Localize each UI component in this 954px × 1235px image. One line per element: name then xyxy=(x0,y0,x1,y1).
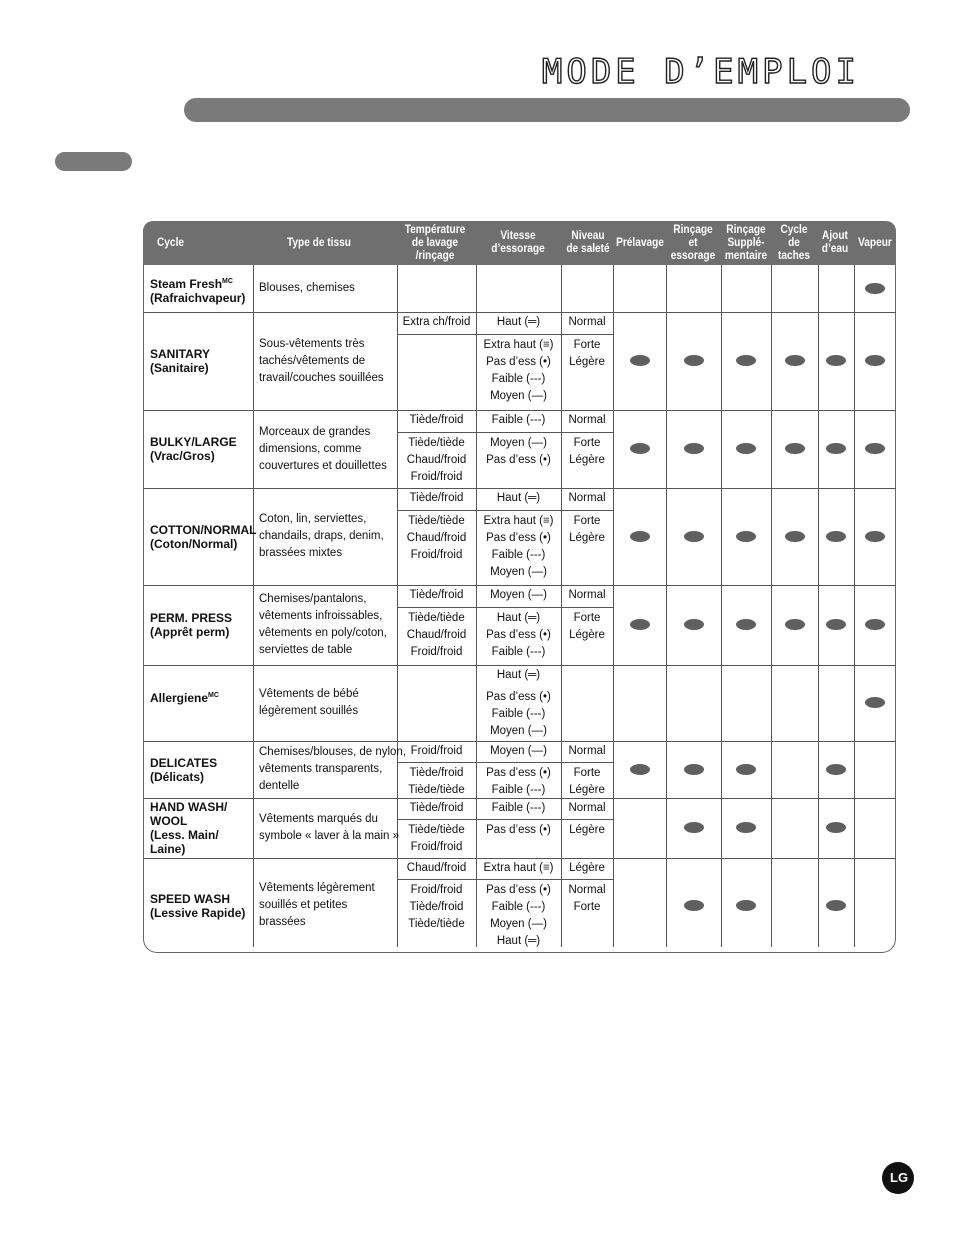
soil-text: Forte xyxy=(573,339,601,351)
option-available-icon xyxy=(785,355,805,366)
cycle-sub-label: (Coton/Normal) xyxy=(150,536,238,551)
soil-text: Normal xyxy=(568,589,606,601)
spin-text: Pas d’ess (•) xyxy=(486,691,551,703)
fabric-text: Sous-vêtements très xyxy=(259,337,365,350)
fabric-text: dentelle xyxy=(259,780,300,792)
subrow-divider xyxy=(397,607,613,608)
subrow-divider xyxy=(397,334,613,335)
cycle-extra-label: (Less. Main/ xyxy=(150,828,219,842)
option-available-icon xyxy=(630,443,650,454)
temp-text: Tiède/tiède xyxy=(408,437,465,449)
spin-text: Pas d’ess (•) xyxy=(486,532,551,544)
cycle-name xyxy=(150,435,237,463)
temp-text: Froid/froid xyxy=(410,549,463,561)
cycle-extra-label: Laine) xyxy=(150,842,186,856)
spin-text: Moyen (—) xyxy=(490,437,547,449)
cycle-sub-label: (Délicats) xyxy=(150,769,205,784)
fabric-text: Vêtements légèrement xyxy=(259,882,375,894)
temp-text: Chaud/froid xyxy=(406,629,467,641)
temp-text: Tiède/tiède xyxy=(408,612,465,624)
spin-text: Faible (---) xyxy=(491,414,546,426)
temp-text: Tiède/froid xyxy=(409,589,464,601)
row-divider xyxy=(143,488,896,489)
col-header-rinse-spin: Rinçage et essorage xyxy=(670,223,716,262)
cycle-sub-label: WOOL xyxy=(150,814,188,828)
temp-text: Froid/froid xyxy=(410,471,463,483)
temp-text: Tiède/tiède xyxy=(408,515,465,527)
soil-text: Légère xyxy=(569,532,605,544)
row-divider xyxy=(143,410,896,411)
cycle-name xyxy=(150,611,232,639)
option-available-icon xyxy=(785,619,805,630)
page-title: MODE D’EMPLOI xyxy=(541,52,860,92)
table-header xyxy=(143,221,896,265)
cycle-main-label: Steam Fresh xyxy=(150,276,223,291)
spin-text: Moyen (—) xyxy=(490,918,547,930)
fabric-text: couvertures et douillettes xyxy=(259,459,387,472)
temp-text: Chaud/froid xyxy=(406,532,467,544)
option-available-icon xyxy=(736,531,756,542)
soil-text: Légère xyxy=(569,784,605,796)
soil-text: Forte xyxy=(573,767,601,779)
option-available-icon xyxy=(684,443,704,454)
soil-text: Forte xyxy=(573,437,601,449)
subrow-divider xyxy=(397,432,613,433)
cycle-sub-label: (Sanitaire) xyxy=(150,361,209,375)
lg-logo-icon: LG xyxy=(882,1162,914,1194)
spin-text: Haut (═) xyxy=(496,668,541,681)
soil-text: Légère xyxy=(569,824,605,836)
col-header-cycle: Cycle xyxy=(157,236,185,249)
temp-text: Chaud/froid xyxy=(406,861,467,874)
col-divider xyxy=(854,265,855,947)
spin-text: Faible (---) xyxy=(491,784,546,796)
fabric-text: chandails, draps, denim, xyxy=(259,530,384,542)
option-available-icon xyxy=(684,822,704,833)
section-pill xyxy=(55,152,132,171)
soil-text: Forte xyxy=(573,612,601,624)
cycle-sub-label: (Apprêt perm) xyxy=(150,625,230,639)
option-available-icon xyxy=(826,822,846,833)
cycle-name xyxy=(150,275,245,305)
soil-text: Normal xyxy=(568,414,606,426)
soil-text: Normal xyxy=(568,744,606,757)
spin-text: Pas d’ess (•) xyxy=(486,356,551,368)
soil-text: Légère xyxy=(569,356,605,368)
fabric-text: vêtements en poly/coton, xyxy=(259,627,387,639)
fabric-text: vêtements transparents, xyxy=(259,763,383,775)
option-available-icon xyxy=(785,443,805,454)
fabric-text: Blouses, chemises xyxy=(259,282,355,294)
temp-text: Tiède/froid xyxy=(409,414,464,426)
fabric-text: souillés et petites xyxy=(259,899,348,911)
option-available-icon xyxy=(826,764,846,775)
spin-text: Haut (═) xyxy=(496,316,541,328)
fabric-text: légèrement souillés xyxy=(259,705,359,717)
header-bar xyxy=(184,98,910,122)
cycle-name xyxy=(150,756,217,784)
option-available-icon xyxy=(684,355,704,366)
temp-text: Froid/froid xyxy=(410,646,463,658)
option-available-icon xyxy=(865,531,885,542)
fabric-text: dimensions, comme xyxy=(259,442,362,455)
option-available-icon xyxy=(630,764,650,775)
option-available-icon xyxy=(826,443,846,454)
fabric-text: serviettes de table xyxy=(259,644,353,656)
cycle-name xyxy=(150,892,245,920)
option-available-icon xyxy=(630,355,650,366)
cycle-main-label: HAND WASH/ xyxy=(150,800,228,814)
option-available-icon xyxy=(684,764,704,775)
fabric-text: Vêtements marqués du xyxy=(259,813,378,825)
temp-text: Tiède/tiède xyxy=(408,784,465,796)
spin-text: Pas d’ess (•) xyxy=(486,454,551,466)
fabric-text: tachés/vêtements de xyxy=(259,354,366,367)
cycle-main-label: COTTON/NORMAL xyxy=(150,522,257,537)
subrow-divider xyxy=(397,819,613,820)
spin-text: Faible (---) xyxy=(491,708,546,720)
col-header-extra-rinse: Rinçage Supplé-mentaire xyxy=(724,223,768,262)
trademark-mark: MC xyxy=(222,277,233,285)
option-available-icon xyxy=(736,764,756,775)
option-available-icon xyxy=(684,900,704,911)
soil-text: Légère xyxy=(569,629,605,641)
col-divider xyxy=(613,265,614,947)
temp-text: Froid/froid xyxy=(410,884,463,896)
cycle-main-label: SANITARY xyxy=(150,347,210,361)
temp-text: Tiède/tiède xyxy=(408,824,465,836)
temp-text: Tiède/tiède xyxy=(408,918,465,930)
spin-text: Pas d’ess (•) xyxy=(486,884,551,896)
subrow-divider xyxy=(397,510,613,511)
temp-text: Tiède/froid xyxy=(409,492,464,504)
soil-text: Forte xyxy=(573,901,601,913)
col-divider xyxy=(666,265,667,947)
cycle-main-label: BULKY/LARGE xyxy=(150,435,237,449)
spin-text: Moyen (—) xyxy=(490,566,547,578)
cycle-main-label: PERM. PRESS xyxy=(150,611,233,625)
option-available-icon xyxy=(630,619,650,630)
fabric-text: Morceaux de grandes xyxy=(259,425,371,438)
cycle-sub-label: (Rafraichvapeur) xyxy=(150,290,246,305)
col-header-stain: Cycle de taches xyxy=(777,223,811,262)
cycle-name xyxy=(150,689,219,705)
spin-text: Haut (═) xyxy=(496,612,541,624)
spin-text: Moyen (—) xyxy=(490,725,547,737)
option-available-icon xyxy=(736,900,756,911)
option-available-icon xyxy=(736,619,756,630)
soil-text: Normal xyxy=(568,801,606,814)
spin-text: Faible (---) xyxy=(491,901,546,913)
col-header-steam: Vapeur xyxy=(858,236,892,249)
fabric-text: brassées mixtes xyxy=(259,547,343,559)
option-available-icon xyxy=(865,443,885,454)
fabric-text: Vêtements de bébé xyxy=(259,688,359,700)
cycle-main-label: DELICATES xyxy=(150,755,218,770)
option-available-icon xyxy=(826,531,846,542)
soil-text: Normal xyxy=(568,492,606,504)
option-available-icon xyxy=(736,355,756,366)
spin-text: Pas d’ess (•) xyxy=(486,824,551,836)
fabric-text: vêtements infroissables, xyxy=(259,610,383,622)
fabric-text: Coton, lin, serviettes, xyxy=(259,513,367,525)
option-available-icon xyxy=(684,531,704,542)
soil-text: Légère xyxy=(569,454,605,466)
option-available-icon xyxy=(630,531,650,542)
option-available-icon xyxy=(826,355,846,366)
option-available-icon xyxy=(865,283,885,294)
spin-text: Moyen (—) xyxy=(490,744,547,757)
temp-text: Froid/froid xyxy=(410,841,463,853)
fabric-text: Chemises/pantalons, xyxy=(259,593,367,605)
col-header-prewash: Prélavage xyxy=(616,236,664,249)
col-header-add-water: Ajout d’eau xyxy=(821,230,849,255)
fabric-text: travail/couches souillées xyxy=(259,371,384,384)
cycle-name xyxy=(150,523,256,551)
fabric-text: Chemises/blouses, de nylon, xyxy=(259,746,407,758)
fabric-text: symbole « laver à la main » xyxy=(259,830,399,842)
option-available-icon xyxy=(865,355,885,366)
temp-text: Tiède/froid xyxy=(409,767,464,779)
spin-text: Pas d’ess (•) xyxy=(486,629,551,641)
cycle-name xyxy=(150,800,227,856)
soil-text: Légère xyxy=(569,861,605,874)
spin-text: Faible (---) xyxy=(491,646,546,658)
option-available-icon xyxy=(785,531,805,542)
col-divider xyxy=(818,265,819,947)
spin-text: Pas d’ess (•) xyxy=(486,767,551,779)
spin-text: Moyen (—) xyxy=(490,390,547,402)
fabric-text: brassées xyxy=(259,916,306,928)
cycle-sub-label: (Lessive Rapide) xyxy=(150,905,246,920)
option-available-icon xyxy=(865,697,885,708)
option-available-icon xyxy=(826,900,846,911)
spin-text: Extra haut (≡) xyxy=(483,339,554,351)
option-available-icon xyxy=(826,619,846,630)
option-available-icon xyxy=(684,619,704,630)
col-header-spin: Vitesse d’essorage xyxy=(491,230,545,255)
temp-text: Tiède/froid xyxy=(409,801,464,814)
spin-text: Faible (---) xyxy=(491,549,546,561)
col-divider xyxy=(253,265,254,947)
soil-text: Normal xyxy=(568,884,606,896)
col-header-temp: Température de lavage /rinçage xyxy=(404,223,466,262)
cycle-main-label: SPEED WASH xyxy=(150,891,231,906)
spin-text: Extra haut (≡) xyxy=(483,515,554,527)
spin-text: Moyen (—) xyxy=(490,589,547,601)
soil-text: Forte xyxy=(573,515,601,527)
col-divider xyxy=(721,265,722,947)
temp-text: Froid/froid xyxy=(410,744,463,757)
col-divider xyxy=(771,265,772,947)
option-available-icon xyxy=(736,443,756,454)
cycle-name xyxy=(150,347,210,375)
temp-text: Tiède/froid xyxy=(409,901,464,913)
option-available-icon xyxy=(736,822,756,833)
col-header-soil: Niveau de saleté xyxy=(566,230,610,255)
cycle-sub-label: (Vrac/Gros) xyxy=(150,449,215,463)
spin-text: Extra haut (≡) xyxy=(483,861,554,874)
subrow-divider xyxy=(397,762,613,763)
spin-text: Haut (═) xyxy=(496,935,541,947)
soil-text: Normal xyxy=(568,316,606,328)
subrow-divider xyxy=(397,879,613,880)
spin-text: Faible (---) xyxy=(491,801,546,814)
temp-text: Chaud/froid xyxy=(406,454,467,466)
row-divider xyxy=(143,585,896,586)
spin-text: Faible (---) xyxy=(491,373,546,385)
col-header-fabric: Type de tissu xyxy=(287,236,351,249)
spin-text: Haut (═) xyxy=(496,492,541,504)
cycle-main-label: Allergiene xyxy=(150,691,209,705)
temp-text: Extra ch/froid xyxy=(402,316,471,328)
row-divider xyxy=(143,312,896,313)
option-available-icon xyxy=(865,619,885,630)
trademark-mark: MC xyxy=(208,692,219,699)
